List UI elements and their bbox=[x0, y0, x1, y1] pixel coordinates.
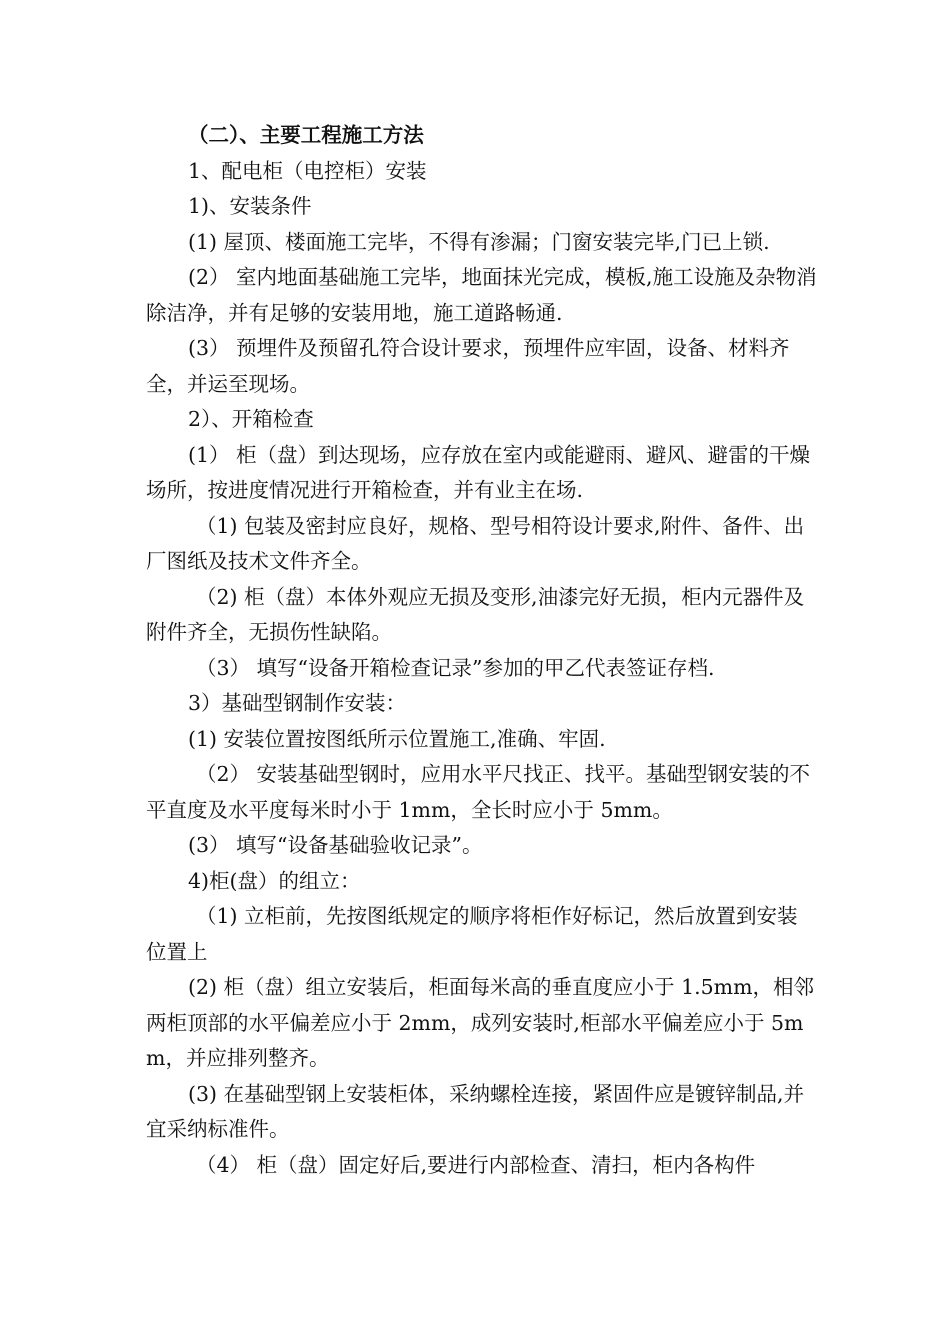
paragraph-unboxing-1-2: （2) 柜（盘）本体外观应无损及变形,油漆完好无损，柜内元器件及附件齐全，无损伤性缺陷。 bbox=[146, 584, 805, 644]
paragraph-unboxing-1-3: （3） 填写“设备开箱检查记录”参加的甲乙代表签证存档. bbox=[196, 655, 715, 680]
paragraph-base-steel-2: （2） 安装基础型钢时，应用水平尺找正、找平。基础型钢安装的不平直度及水平度每米时小于 1mm，全长时应小于 5mm。 bbox=[146, 762, 811, 822]
paragraph-cabinet-assembly: 4)柜(盘）的组立： bbox=[188, 868, 361, 893]
paragraph-base-steel-3: (3） 填写“设备基础验收记录”。 bbox=[188, 833, 483, 857]
paragraph-assembly-4: （4） 柜（盘）固定好后,要进行内部检查、清扫，柜内各构件 bbox=[196, 1152, 756, 1177]
paragraph-condition-1: (1) 屋顶、楼面施工完毕，不得有渗漏；门窗安装完毕,门已上锁. bbox=[188, 229, 770, 254]
paragraph-assembly-1: （1) 立柜前，先按图纸规定的顺序将柜作好标记，然后放置到安装位置上 bbox=[146, 904, 798, 964]
paragraph-assembly-2: (2) 柜（盘）组立安装后，柜面每米高的垂直度应小于 1.5mm，相邻两柜顶部的水平偏差应小于 2mm，成列安装时,柜部水平偏差应小于 5mm，并应排列整齐。 bbox=[146, 975, 815, 1070]
paragraph-install-conditions: 1)、安装条件 bbox=[188, 194, 312, 218]
paragraph-cabinet-install: 1、配电柜（电控柜）安装 bbox=[188, 158, 427, 183]
paragraph-base-steel: 3）基础型钢制作安装： bbox=[188, 691, 407, 715]
paragraph-unboxing-inspection: 2）、开箱检查 bbox=[188, 407, 314, 431]
paragraph-assembly-3: (3) 在基础型钢上安装柜体，采纳螺栓连接，紧固件应是镀锌制品,并宜采纳标准件。 bbox=[146, 1081, 805, 1141]
section-heading: （二）、主要工程施工方法 bbox=[188, 123, 424, 147]
paragraph-unboxing-1-1: （1) 包装及密封应良好，规格、型号相符设计要求,附件、备件、出厂图纸及技术文件齐全。 bbox=[146, 513, 805, 573]
paragraph-condition-3: (3） 预埋件及预留孔符合设计要求，预埋件应牢固，设备、材料齐全，并运至现场。 bbox=[146, 336, 790, 396]
paragraph-condition-2: (2） 室内地面基础施工完毕，地面抹光完成，模板,施工设施及杂物消除洁净，并有足够的安装用地，施工道路畅通. bbox=[146, 265, 817, 325]
document-body bbox=[146, 118, 818, 1183]
paragraph-base-steel-1: (1) 安装位置按图纸所示位置施工,准确、牢固. bbox=[188, 726, 606, 751]
paragraph-unboxing-1: (1） 柜（盘）到达现场，应存放在室内或能避雨、避风、避雷的干燥场所，按进度情况进行开箱检查，并有业主在场. bbox=[146, 442, 811, 502]
